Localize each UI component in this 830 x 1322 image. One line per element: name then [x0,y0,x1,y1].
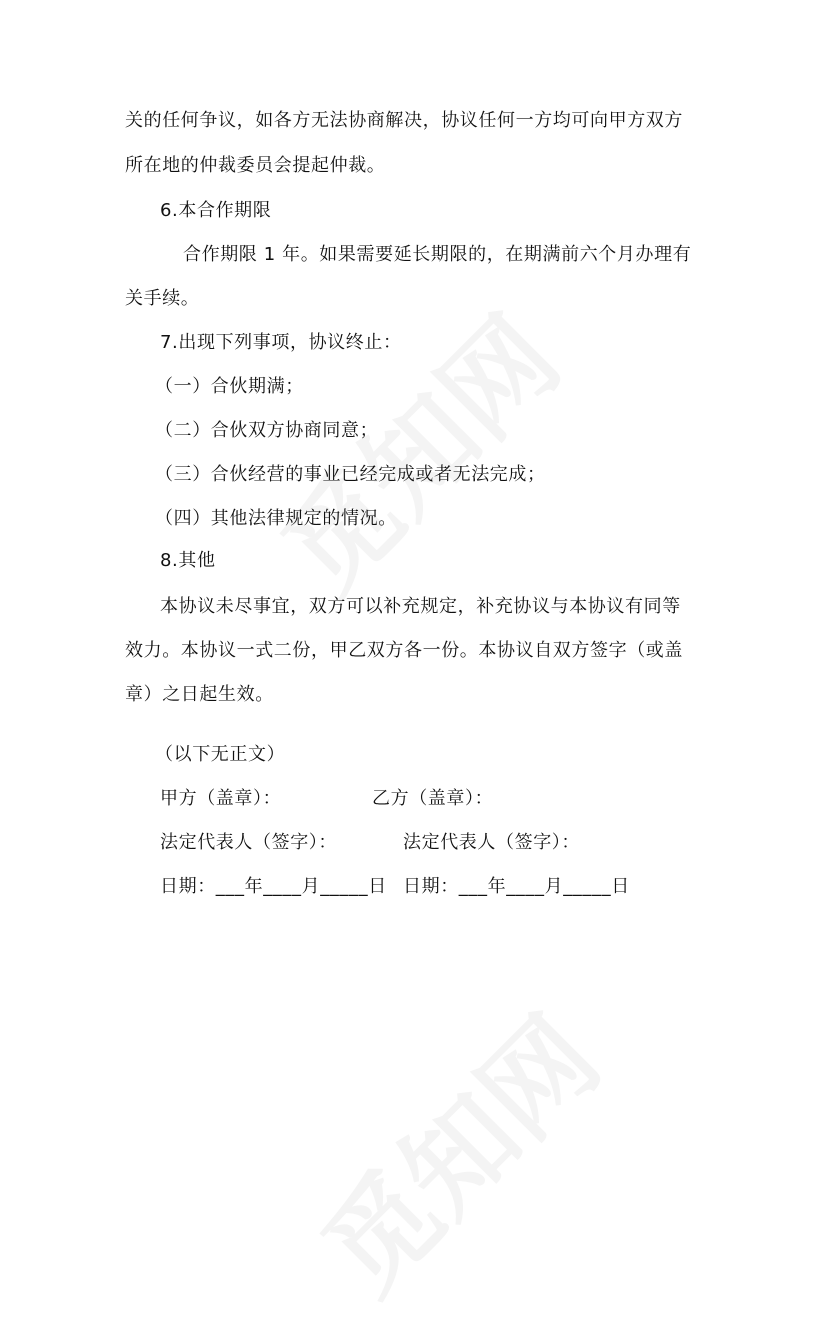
paragraph-line: 合作期限 1 年。如果需要延长期限的，在期满前六个月办理有 [183,244,692,265]
paragraph-line: 关手续。 [125,288,200,309]
watermark [242,276,587,621]
paragraph-line: 所在地的仲裁委员会提起仲裁。 [125,155,386,176]
list-item: （一）合伙期满； [155,376,304,397]
party-b-seal-label: 乙方（盖章）： [372,788,494,809]
party-b-representative-label: 法定代表人（签字）： [403,832,580,853]
paragraph-line: 效力。本协议一式二份，甲乙双方各一份。本协议自双方签字（或盖 [125,640,683,661]
watermark [282,976,627,1321]
party-a-representative-label: 法定代表人（签字）： [160,832,337,853]
party-a-seal-label: 甲方（盖章）： [160,788,282,809]
list-item: （三）合伙经营的事业已经完成或者无法完成； [155,464,546,485]
list-item: （二）合伙双方协商同意； [155,420,379,441]
paragraph-line: 关的任何争议，如各方无法协商解决，协议任何一方均可向甲方双方 [125,110,683,131]
section-heading: 6.本合作期限 [160,200,272,221]
section-heading: 8.其他 [160,550,216,571]
paragraph-line: 本协议未尽事宜，双方可以补充规定，补充协议与本协议有同等 [160,596,681,617]
no-text-below-note: （以下无正文） [155,744,286,765]
paragraph-line: 章）之日起生效。 [125,684,274,705]
list-item: （四）其他法律规定的情况。 [155,508,397,529]
party-b-date-label: 日期：___年____月_____日 [403,876,630,897]
section-heading: 7.出现下列事项，协议终止： [160,332,402,353]
party-a-date-label: 日期：___年____月_____日 [160,876,387,897]
